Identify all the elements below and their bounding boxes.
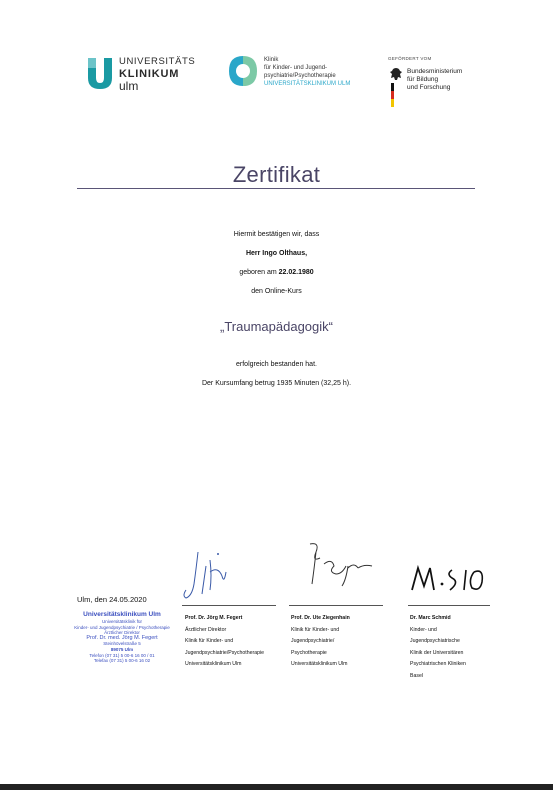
signature-line-1	[182, 605, 276, 606]
federal-eagle-icon	[388, 66, 404, 116]
kjp-leaf-icon	[228, 55, 258, 87]
signatory-1-line4: Universitätsklinikum Ulm	[185, 661, 242, 667]
ukl-logo	[86, 56, 196, 92]
birth-date: 22.02.1980	[278, 269, 314, 276]
signature-schmid	[408, 562, 488, 596]
recipient-name: Herr Ingo Olthaus,	[245, 250, 308, 257]
course-intro: den Online-Kurs	[251, 288, 302, 295]
stamp-line2: Universitätsklinik für	[101, 619, 142, 624]
signature-ziegenhain	[302, 540, 382, 590]
birth-line	[0, 269, 553, 276]
stamp-line7: 89075 Ulm	[110, 646, 134, 652]
kjp-logo-line2: für Kinder- und Jugend-	[264, 65, 328, 71]
bmbf-logo	[388, 56, 478, 106]
ukl-logo-line2: KLINIKUM	[119, 68, 180, 80]
signature-line-2	[289, 605, 383, 606]
signatory-2-line2: Jugendpsychiatrie/	[291, 638, 335, 644]
stamp-line8: Telefon (07 31) 5 00-6 16 00 / 01	[89, 652, 155, 658]
signatory-3-line4: Psychiatrischen Kliniken	[410, 661, 466, 667]
signatory-1	[185, 613, 285, 671]
kjp-logo	[228, 55, 368, 91]
signatory-1-line1: Ärztlicher Direktor	[185, 626, 227, 633]
signatory-1-line3: Jugendpsychiatrie/Psychotherapie	[185, 649, 265, 656]
course-name: „Traumapädagogik“	[220, 319, 333, 334]
passed-text: erfolgreich bestanden hat.	[236, 361, 317, 368]
signature-fegert	[180, 546, 240, 602]
signatory-1-name: Prof. Dr. Jörg M. Fegert	[185, 615, 243, 621]
stamp-line6: Steinhövelstraße 5	[103, 641, 141, 647]
signatory-3	[410, 613, 510, 682]
stamp-line1: Universitätsklinikum Ulm	[83, 611, 161, 618]
clinic-stamp	[74, 611, 170, 664]
course-scope: Der Kursumfang betrug 1935 Minuten (32,25 h).	[201, 380, 352, 387]
signatory-2-name: Prof. Dr. Ute Ziegenhain	[291, 615, 350, 621]
signatory-2-line1: Klinik für Kinder- und	[291, 626, 340, 633]
birth-prefix: geboren am	[239, 269, 279, 276]
place-date: Ulm, den 24.05.2020	[77, 595, 147, 604]
stamp-line9: Telefax (07 31) 5 00-6 16 02	[93, 658, 151, 664]
signatory-2	[291, 613, 391, 671]
signatory-3-line5: Basel	[410, 672, 423, 679]
signatory-1-line2: Klinik für Kinder- und	[185, 638, 234, 644]
bottom-border	[0, 784, 553, 790]
title-divider	[77, 188, 475, 189]
signatory-3-line2: Jugendpsychiatrische	[410, 638, 460, 644]
signatory-2-line4: Universitätsklinikum Ulm	[291, 661, 348, 667]
signature-line-3	[408, 605, 490, 606]
confirm-text: Hiermit bestätigen wir, dass	[233, 231, 320, 238]
bmbf-line1: Bundesministerium	[407, 68, 463, 75]
stamp-line3: Kinder- und Jugendpsychiatrie / Psychotherapie	[74, 624, 170, 630]
ukl-logo-line1: UNIVERSITÄTS	[119, 56, 196, 67]
kjp-logo-line4: UNIVERSITÄTSKLINIKUM ULM	[264, 81, 351, 87]
ukl-u-icon	[86, 56, 114, 90]
bmbf-line2: für Bildung	[407, 76, 439, 83]
kjp-logo-line3: psychiatrie/Psychotherapie	[264, 73, 336, 79]
ukl-logo-line3: ulm	[119, 79, 139, 93]
bmbf-line3: und Forschung	[407, 84, 451, 91]
kjp-logo-line1: Klinik	[264, 57, 279, 63]
signatory-3-line3: Klinik der Universitären	[410, 649, 464, 656]
stamp-line4: Ärztlicher Direktor	[104, 630, 140, 636]
bmbf-funded-by: GEFÖRDERT VOM	[388, 56, 432, 61]
certificate-title: Zertifikat	[232, 162, 321, 187]
signatory-3-line1: Kinder- und	[410, 626, 437, 633]
signatory-2-line3: Psychotherapie	[291, 649, 327, 656]
signatory-3-name: Dr. Marc Schmid	[410, 615, 451, 621]
stamp-line5: Prof. Dr. med. Jörg M. Fegert	[86, 634, 158, 641]
